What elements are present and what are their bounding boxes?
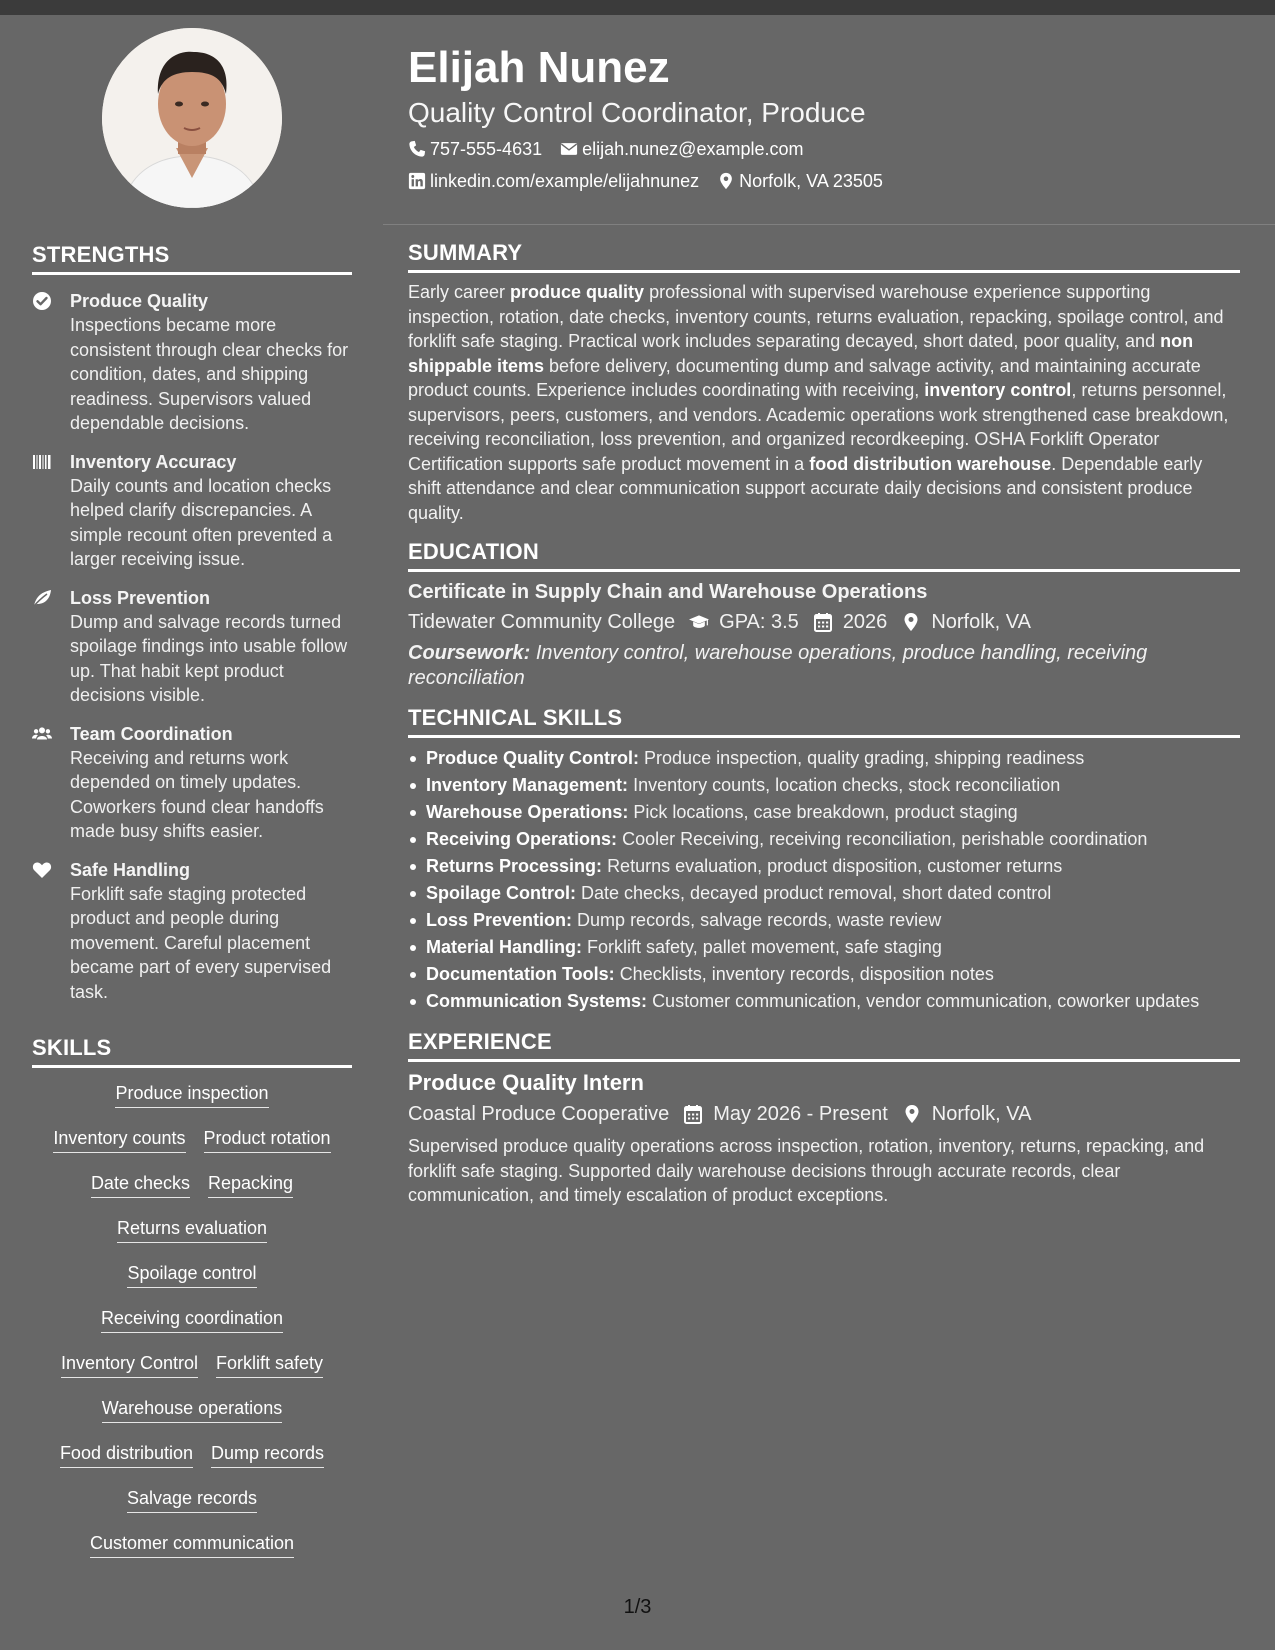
- summary-segment: professional with supervised warehouse experience supporting inspection, rotation, date checks, inventory counts, returns evaluation, repacking, spoilage control, and forklift safe staging. Practical work includes separating decayed, short dated, poor quality, and: [408, 282, 1224, 351]
- location-text: Norfolk, VA 23505: [739, 171, 883, 191]
- job-description: Supervised produce quality operations across inspection, rotation, inventory, returns, repacking, and forklift safe staging. Supported daily warehouse decisions through accurate records, clear communication, and timely escalation of product exceptions.: [408, 1136, 1205, 1205]
- candidate-name: Elijah Nunez: [408, 43, 670, 92]
- skill-row: [32, 1352, 352, 1397]
- job-location: [902, 1100, 1032, 1128]
- education-location: [901, 608, 1031, 636]
- portrait-image: [102, 28, 282, 208]
- skill-tag: Receiving coordination: [101, 1307, 283, 1333]
- technical-skill-item: [408, 988, 1240, 1015]
- email-contact: [560, 137, 803, 161]
- technical-skill-item: [408, 961, 1240, 988]
- school-text: Tidewater Community College: [408, 611, 676, 633]
- map-pin-icon: [901, 612, 921, 632]
- skill-tag: Customer communication: [90, 1532, 294, 1558]
- skill-row: [32, 1217, 352, 1262]
- barcode-icon: [32, 450, 70, 572]
- strength-description: Daily counts and location checks helped clarify discrepancies. A simple recount often prevented a larger receiving issue.: [70, 475, 333, 569]
- coursework-label: Coursework:: [408, 642, 531, 664]
- strengths-section: [32, 242, 352, 1004]
- technical-skill-value: Dump records, salvage records, waste review: [577, 910, 942, 930]
- technical-skill-value: Customer communication, vendor communication, coworker updates: [652, 991, 1200, 1011]
- skill-tag: Returns evaluation: [117, 1217, 267, 1243]
- skill-tag: Produce inspection: [115, 1082, 268, 1108]
- technical-skill-value: Checklists, inventory records, disposition notes: [619, 964, 994, 984]
- technical-skills-list: [408, 745, 1240, 1015]
- strength-title: Produce Quality: [70, 291, 209, 311]
- skill-row: [32, 1172, 352, 1217]
- phone-icon: [408, 140, 426, 158]
- strengths-heading: STRENGTHS: [32, 242, 352, 275]
- strength-item: [32, 722, 352, 844]
- strength-item: [32, 586, 352, 708]
- education-location-text: Norfolk, VA: [931, 611, 1031, 633]
- technical-skill-item: [408, 907, 1240, 934]
- skill-tag: Spoilage control: [127, 1262, 256, 1288]
- calendar-icon: [683, 1104, 703, 1124]
- technical-skill-item: [408, 934, 1240, 961]
- location-contact: [717, 169, 883, 193]
- map-pin-icon: [902, 1104, 922, 1124]
- skill-tag: Date checks: [91, 1172, 190, 1198]
- summary-text: [408, 280, 1240, 525]
- technical-skill-label: Inventory Management:: [426, 775, 629, 795]
- main-column: [408, 240, 1240, 1208]
- skill-tag: Dump records: [211, 1442, 324, 1468]
- summary-segment: . Dependable early shift attendance and clear communication support accurate daily decisions and consistent produce quality.: [408, 453, 1203, 523]
- school-name: [408, 608, 675, 636]
- technical-skill-value: Date checks, decayed product removal, short dated control: [581, 883, 1052, 903]
- year-item: [813, 608, 888, 636]
- degree-title: Certificate in Supply Chain and Warehouse Operations: [408, 581, 928, 603]
- summary-keyword: inventory control: [924, 380, 1072, 400]
- strength-description: Receiving and returns work depended on timely updates. Coworkers found clear handoffs made busy shifts easier.: [70, 747, 324, 841]
- summary-segment: before delivery, documenting dump and salvage activity, and maintaining accurate product counts. Experience includes coordinating with receiving,: [408, 355, 1201, 400]
- profile-photo: [102, 28, 282, 208]
- summary-segment: , returns personnel, supervisors, peers, customers, and vendors. Academic operations work strengthened case breakdown, receiving reconciliation, loss prevention, and organized recordkeeping. OSHA Forklift Operator Certification supports safe product movement in a: [408, 380, 1229, 474]
- graduation-cap-icon: [689, 612, 709, 632]
- technical-skill-item: [408, 772, 1240, 799]
- gpa-text: GPA: 3.5: [719, 611, 799, 633]
- company-name: [408, 1100, 669, 1128]
- skill-tag: Food distribution: [60, 1442, 193, 1468]
- strength-description: Dump and salvage records turned spoilage findings into usable follow up. That habit kept product decisions visible.: [70, 611, 348, 705]
- strength-item: [32, 450, 352, 572]
- technical-skill-label: Loss Prevention:: [426, 910, 573, 930]
- skill-tag: Product rotation: [204, 1127, 331, 1153]
- experience-heading: EXPERIENCE: [408, 1029, 1240, 1062]
- resume-header: [408, 42, 1238, 193]
- technical-skill-label: Warehouse Operations:: [426, 802, 629, 822]
- check-circle-icon: [32, 289, 70, 436]
- technical-skill-item: [408, 853, 1240, 880]
- job-title: Produce Quality Intern: [408, 1070, 644, 1095]
- technical-skill-value: Produce inspection, quality grading, shipping readiness: [644, 748, 1085, 768]
- strength-title: Team Coordination: [70, 723, 233, 744]
- phone-number: 757-555-4631: [430, 139, 543, 159]
- envelope-icon: [560, 140, 578, 158]
- contact-row: [408, 137, 1238, 161]
- summary-heading: SUMMARY: [408, 240, 1240, 273]
- calendar-icon: [813, 612, 833, 632]
- technical-skill-label: Produce Quality Control:: [426, 748, 640, 768]
- skill-tag: Warehouse operations: [102, 1397, 282, 1423]
- users-icon: [32, 722, 70, 844]
- linkedin-icon: [408, 172, 426, 190]
- technical-skill-value: Forklift safety, pallet movement, safe staging: [587, 937, 942, 957]
- job-meta: [408, 1100, 1240, 1128]
- linkedin-url: linkedin.com/example/elijahnunez: [430, 171, 700, 191]
- skill-tag: Forklift safety: [216, 1352, 323, 1378]
- skill-tag: Inventory counts: [53, 1127, 185, 1153]
- contact-row: [408, 169, 1238, 193]
- linkedin-contact: [408, 169, 699, 193]
- skill-row: [32, 1262, 352, 1307]
- skill-tag: Repacking: [208, 1172, 293, 1198]
- coursework-text: Inventory control, warehouse operations, produce handling, receiving reconciliation: [408, 642, 1148, 689]
- education-heading: EDUCATION: [408, 539, 1240, 572]
- page-number: 1/3: [623, 1596, 652, 1618]
- job-dates: [683, 1100, 888, 1128]
- page-top-bar: [0, 0, 1275, 15]
- summary-keyword: food distribution warehouse: [809, 453, 1052, 474]
- technical-skill-label: Documentation Tools:: [426, 964, 615, 984]
- skill-row: [32, 1082, 352, 1127]
- skill-row: [32, 1397, 352, 1442]
- strength-description: Forklift safe staging protected product and people during movement. Careful placement became part of every supervised task.: [70, 883, 332, 1002]
- technical-skill-value: Inventory counts, location checks, stock reconciliation: [633, 775, 1061, 795]
- skills-tag-list: [32, 1068, 352, 1577]
- job-location-text: Norfolk, VA: [931, 1103, 1032, 1125]
- strength-item: [32, 858, 352, 1005]
- strength-title: Safe Handling: [70, 859, 191, 880]
- skills-heading: SKILLS: [32, 1035, 352, 1068]
- summary-keyword: produce quality: [510, 282, 645, 302]
- gpa-item: [689, 608, 799, 636]
- skill-row: [32, 1127, 352, 1172]
- technical-skill-label: Receiving Operations:: [426, 829, 618, 849]
- technical-skill-item: [408, 745, 1240, 772]
- skill-tag: Inventory Control: [61, 1352, 198, 1378]
- heart-icon: [32, 858, 70, 1005]
- skill-tag: Salvage records: [127, 1487, 257, 1513]
- candidate-role: Quality Control Coordinator, Produce: [408, 97, 866, 128]
- skill-row: [32, 1532, 352, 1577]
- technical-skill-label: Material Handling:: [426, 937, 583, 957]
- technical-skill-item: [408, 799, 1240, 826]
- technical-skill-label: Spoilage Control:: [426, 883, 576, 903]
- summary-keyword: non shippable items: [408, 331, 1194, 376]
- skill-row: [32, 1487, 352, 1532]
- header-divider: [383, 224, 1275, 225]
- phone-contact: [408, 137, 542, 161]
- skill-row: [32, 1307, 352, 1352]
- technical-skill-item: [408, 880, 1240, 907]
- education-meta: [408, 608, 1240, 636]
- technical-skill-item: [408, 826, 1240, 853]
- skill-row: [32, 1442, 352, 1487]
- strength-description: Inspections became more consistent through clear checks for condition, dates, and shipping readiness. Supervisors valued dependable decisions.: [70, 315, 349, 433]
- summary-segment: Early career: [408, 282, 511, 302]
- coursework: [408, 641, 1240, 691]
- strength-title: Inventory Accuracy: [70, 451, 237, 472]
- map-pin-icon: [717, 172, 735, 190]
- leaf-icon: [32, 586, 70, 708]
- year-text: 2026: [842, 611, 888, 633]
- technical-skill-label: Returns Processing:: [426, 856, 603, 876]
- job-dates-text: May 2026 - Present: [713, 1103, 888, 1125]
- technical-skills-heading: TECHNICAL SKILLS: [408, 705, 1240, 738]
- company-text: Coastal Produce Cooperative: [408, 1103, 670, 1125]
- technical-skill-label: Communication Systems:: [426, 991, 648, 1011]
- technical-skill-value: Pick locations, case breakdown, product staging: [633, 802, 1018, 822]
- skills-section: [32, 1035, 352, 1577]
- technical-skill-value: Returns evaluation, product disposition, customer returns: [607, 856, 1063, 876]
- technical-skill-value: Cooler Receiving, receiving reconciliation, perishable coordination: [622, 829, 1148, 849]
- strength-item: [32, 289, 352, 436]
- email-address: elijah.nunez@example.com: [582, 139, 804, 159]
- strength-title: Loss Prevention: [70, 587, 211, 608]
